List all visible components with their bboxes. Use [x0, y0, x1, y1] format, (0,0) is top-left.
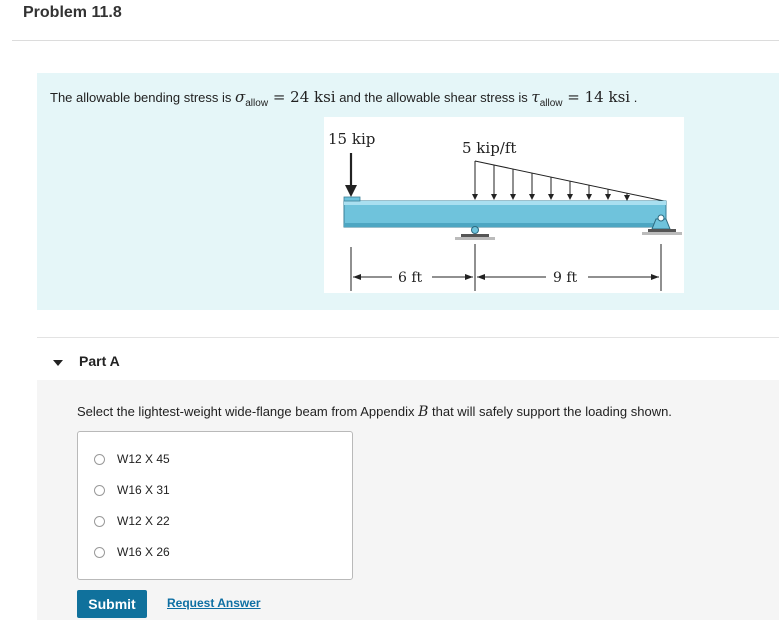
distributed-load-label: 5 kip/ft	[462, 139, 517, 157]
statement-text-middle: and the allowable shear stress is	[335, 90, 532, 105]
choice-label: W12 X 22	[117, 514, 170, 528]
dimension-right-label: 9 ft	[553, 270, 578, 286]
sigma-allow-expression	[235, 88, 336, 109]
triangle-down-icon	[52, 358, 64, 368]
choice-label: W12 X 45	[117, 452, 170, 466]
point-load-arrow	[345, 153, 357, 197]
tau-allow-expression	[531, 88, 631, 109]
tau-symbol: τ	[531, 88, 540, 106]
statement-text-before: The allowable bending stress is	[50, 90, 235, 105]
beam-figure	[324, 117, 684, 293]
sigma-value: = 24 ksi	[268, 88, 336, 106]
beam-diagram	[324, 117, 684, 293]
distributed-load	[475, 161, 664, 201]
roller-support	[455, 227, 495, 241]
part-a-question	[77, 404, 672, 420]
choice-label: W16 X 31	[117, 483, 170, 497]
tau-value: = 14 ksi	[562, 88, 631, 106]
submit-button[interactable]: Submit	[77, 590, 147, 618]
choice-w12x45[interactable]	[94, 449, 170, 469]
tau-subscript: allow	[539, 98, 563, 109]
part-a-body	[37, 380, 779, 620]
dimension-left-label: 6 ft	[398, 270, 423, 286]
problem-intro-panel	[37, 73, 779, 310]
part-a-toggle[interactable]	[52, 355, 64, 373]
question-text-after: that will safely support the loading shown.	[428, 404, 672, 419]
answer-choices	[77, 431, 353, 580]
choice-w16x31[interactable]	[94, 480, 170, 500]
statement-text-end: .	[630, 90, 638, 105]
header-divider	[12, 40, 779, 41]
problem-statement	[50, 88, 637, 109]
choice-w12x22[interactable]	[94, 511, 170, 531]
sigma-subscript: allow	[245, 98, 269, 109]
radio-button[interactable]	[94, 454, 105, 465]
question-appendix: B	[418, 404, 429, 420]
part-divider	[37, 337, 779, 338]
point-load-label: 15 kip	[328, 130, 376, 148]
request-answer-link[interactable]: Request Answer	[167, 596, 261, 610]
sigma-symbol: σ	[235, 88, 246, 106]
choice-label: W16 X 26	[117, 545, 170, 559]
question-text-before: Select the lightest-weight wide-flange beam from Appendix	[77, 404, 419, 419]
part-a-label[interactable]: Part A	[79, 353, 120, 369]
radio-button[interactable]	[94, 547, 105, 558]
radio-button[interactable]	[94, 516, 105, 527]
beam	[344, 197, 666, 227]
choice-w16x26[interactable]	[94, 542, 170, 562]
problem-title: Problem 11.8	[23, 4, 122, 21]
radio-button[interactable]	[94, 485, 105, 496]
